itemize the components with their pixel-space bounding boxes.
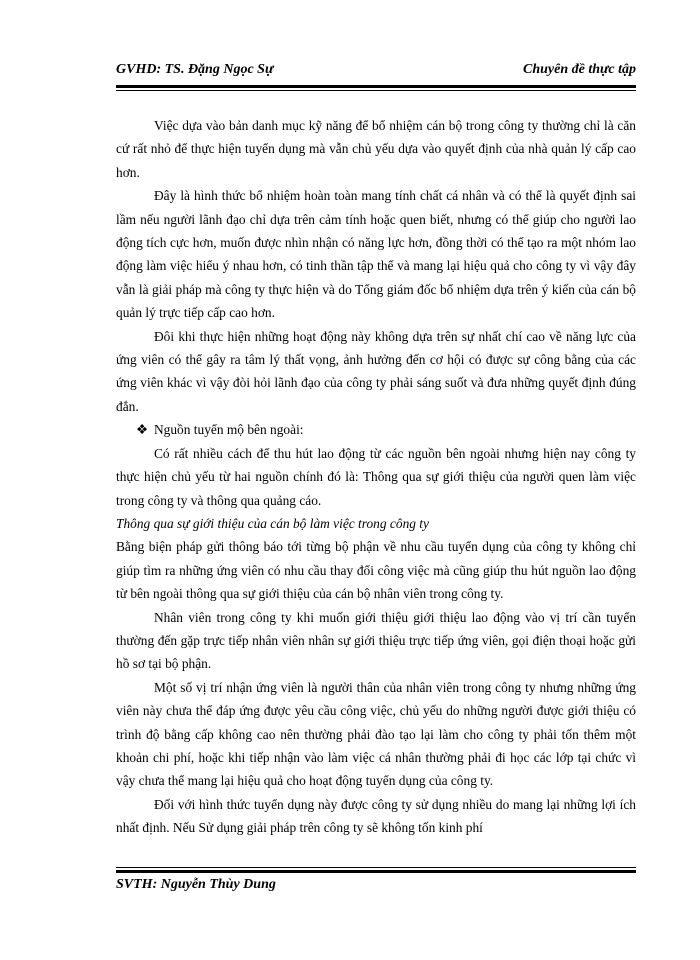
paragraph-1: Việc dựa vào bản danh mục kỹ năng để bổ nhiệm cán bộ trong công ty thường chỉ là căn cứ rất nhỏ để thực hiện tuyển dụng mà vẫn chủ yếu dựa vào quyết định của nhà quản lý cấp cao hơn.: [116, 118, 636, 180]
footer-rule-thick: [116, 870, 636, 873]
paragraph-7: Một số vị trí nhận ứng viên là người thân của nhân viên trong công ty nhưng những ứng viên này chưa thể đáp ứng được yêu cầu công việc, chủ yếu do những người được giới thiệu có trình độ bằng cấp không cao nên thường phải đào tạo lại làm cho công ty phải tốn thêm một khoản chi phí, hoặc khi tiếp nhận vào làm việc cá nhân thường phải đi học các lớp tại chức vì vậy chưa thể mang lại hiệu quả cho hoạt động tuyển dụng của công ty.: [116, 679, 636, 789]
header-rule-thick: [116, 85, 636, 88]
bullet-text: Nguồn tuyển mộ bên ngoài:: [154, 422, 304, 438]
bullet-item: [136, 418, 636, 441]
subheading: Thông qua sự giới thiệu của cán bộ làm việc trong công ty: [116, 515, 429, 531]
paragraph-8: Đối với hình thức tuyển dụng này được công ty sử dụng nhiều do mang lại những lợi ích nhất định. Nếu Sử dụng giải pháp trên công ty sẽ không tốn kinh phí: [116, 796, 636, 836]
header-rule-thin: [116, 90, 636, 91]
page-body: [116, 114, 636, 840]
paragraph-6: Nhân viên trong công ty khi muốn giới thiệu giới thiệu lao động vào vị trí cần tuyển thường đến gặp trực tiếp nhân viên nhân sự giới thiệu trực tiếp ứng viên, gọi điện thoại hoặc gửi hồ sơ tại bộ phận.: [116, 609, 636, 672]
header-report-title: Chuyên đề thực tập: [522, 62, 636, 77]
paragraph-2: Đây là hình thức bổ nhiệm hoàn toàn mang tính chất cá nhân và có thể là quyết định sai lầm nếu người lãnh đạo chỉ dựa trên cảm tính hoặc quen biết, nhưng có thể giúp cho người lao động tích cực hơn, muốn được nhìn nhận có năng lực hơn, đồng thời có thể tạo ra một nhóm lao động làm việc hiểu ý nhau hơn, có tinh thần tập thể và mang lại hiệu quả cho công ty vì vậy đây vẫn là giải pháp mà công ty thực hiện và do Tổng giám đốc bổ nhiệm dựa trên ý kiến của cán bộ quản lý trực tiếp cấp cao hơn.: [116, 188, 636, 321]
footer-rule-thin: [116, 867, 636, 868]
footer-student: SVTH: Nguyễn Thùy Dung: [116, 877, 276, 892]
page-header: [116, 62, 636, 84]
paragraph-3: Đôi khi thực hiện những hoạt động này không dựa trên sự nhất chí cao về năng lực của ứng viên có thể gây ra tâm lý thất vọng, ảnh hưởng đến cơ hội có được sự công bằng của các ứng viên khác vì vậy đòi hỏi lãnh đạo của công ty phải sáng suốt và đưa những quyết định đúng đắn.: [116, 328, 636, 414]
header-supervisor: GVHD: TS. Đặng Ngọc Sự: [116, 62, 274, 77]
paragraph-4: Có rất nhiều cách để thu hút lao động từ các nguồn bên ngoài nhưng hiện nay công ty thực hiện chủ yếu từ hai nguồn chính đó là: Thông qua sự giới thiệu của người quen làm việc trong công ty và thông qua quảng cáo.: [116, 445, 636, 508]
diamond-bullet-icon: ❖: [136, 422, 149, 438]
paragraph-5: Bằng biện pháp gửi thông báo tới từng bộ phận về nhu cầu tuyển dụng của công ty không chỉ giúp tìm ra những ứng viên có nhu cầu thay đổi công việc mà cũng giúp thu hút nguồn lao động từ bên ngoài thông qua sự giới thiệu của cán bộ nhân viên trong công ty.: [116, 539, 636, 602]
